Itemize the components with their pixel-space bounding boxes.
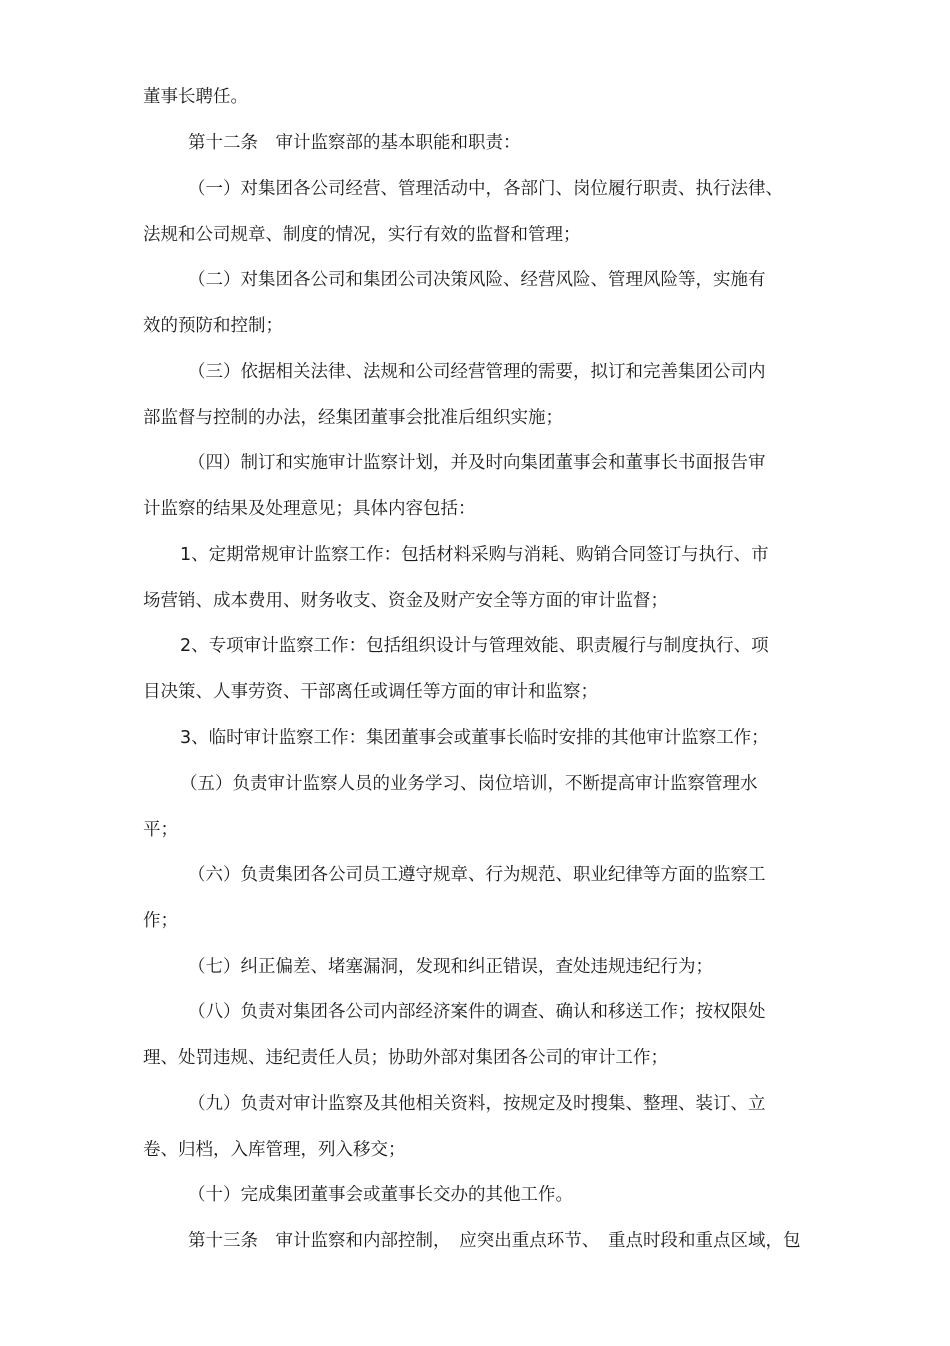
text-line-21: （八）负责对集团各公司内部经济案件的调查、确认和移送工作；按权限处 [188,1002,766,1022]
text-line-14: 目决策、人事劳资、干部离任或调任等方面的审计和监察； [143,682,598,702]
text-line-13: 2、专项审计监察工作：包括组织设计与管理效能、职责履行与制度执行、项 [180,636,769,656]
article-12-heading: 第十二条 审计监察部的基本职能和职责： [188,133,521,153]
text-line-24: 卷、归档，入库管理，列入移交； [143,1140,406,1160]
text-line-17: 平； [143,820,178,840]
text-line-18: （六）负责集团各公司员工遵守规章、行为规范、职业纪律等方面的监察工 [188,865,766,885]
text-line-12: 场营销、成本费用、财务收支、资金及财产安全等方面的审计监督； [143,591,668,611]
text-line-8: 部监督与控制的办法，经集团董事会批准后组织实施； [143,408,563,428]
text-line-7: （三）依据相关法律、法规和公司经营管理的需要，拟订和完善集团公司内 [188,362,766,382]
text-line-11: 1、定期常规审计监察工作：包括材料采购与消耗、购销合同签订与执行、市 [180,545,769,565]
text-line-19: 作； [143,911,178,931]
text-line-10: 计监察的结果及处理意见；具体内容包括： [143,499,476,519]
text-line-23: （九）负责对审计监察及其他相关资料，按规定及时搜集、整理、装订、立 [188,1094,766,1114]
text-line-22: 理、处罚违规、违纪责任人员；协助外部对集团各公司的审计工作； [143,1048,668,1068]
text-line-1: 董事长聘任。 [143,87,248,107]
article-13-heading: 第十三条 审计监察和内部控制， 应突出重点环节、 重点时段和重点区域，包 [188,1231,801,1251]
text-line-25: （十）完成集团董事会或董事长交办的其他工作。 [188,1185,573,1205]
text-line-9: （四）制订和实施审计监察计划，并及时向集团董事会和董事长书面报告审 [188,453,766,473]
text-line-6: 效的预防和控制； [143,316,283,336]
text-line-20: （七）纠正偏差、堵塞漏洞，发现和纠正错误，查处违规违纪行为； [188,957,713,977]
text-line-4: 法规和公司规章、制度的情况，实行有效的监督和管理； [143,225,581,245]
text-line-3: （一）对集团各公司经营、管理活动中，各部门、岗位履行职责、执行法律、 [188,179,783,199]
text-line-15: 3、临时审计监察工作：集团董事会或董事长临时安排的其他审计监察工作； [180,728,769,748]
text-line-16: （五）负责审计监察人员的业务学习、岗位培训，不断提高审计监察管理水 [180,774,758,794]
text-line-5: （二）对集团各公司和集团公司决策风险、经营风险、管理风险等，实施有 [188,270,766,290]
